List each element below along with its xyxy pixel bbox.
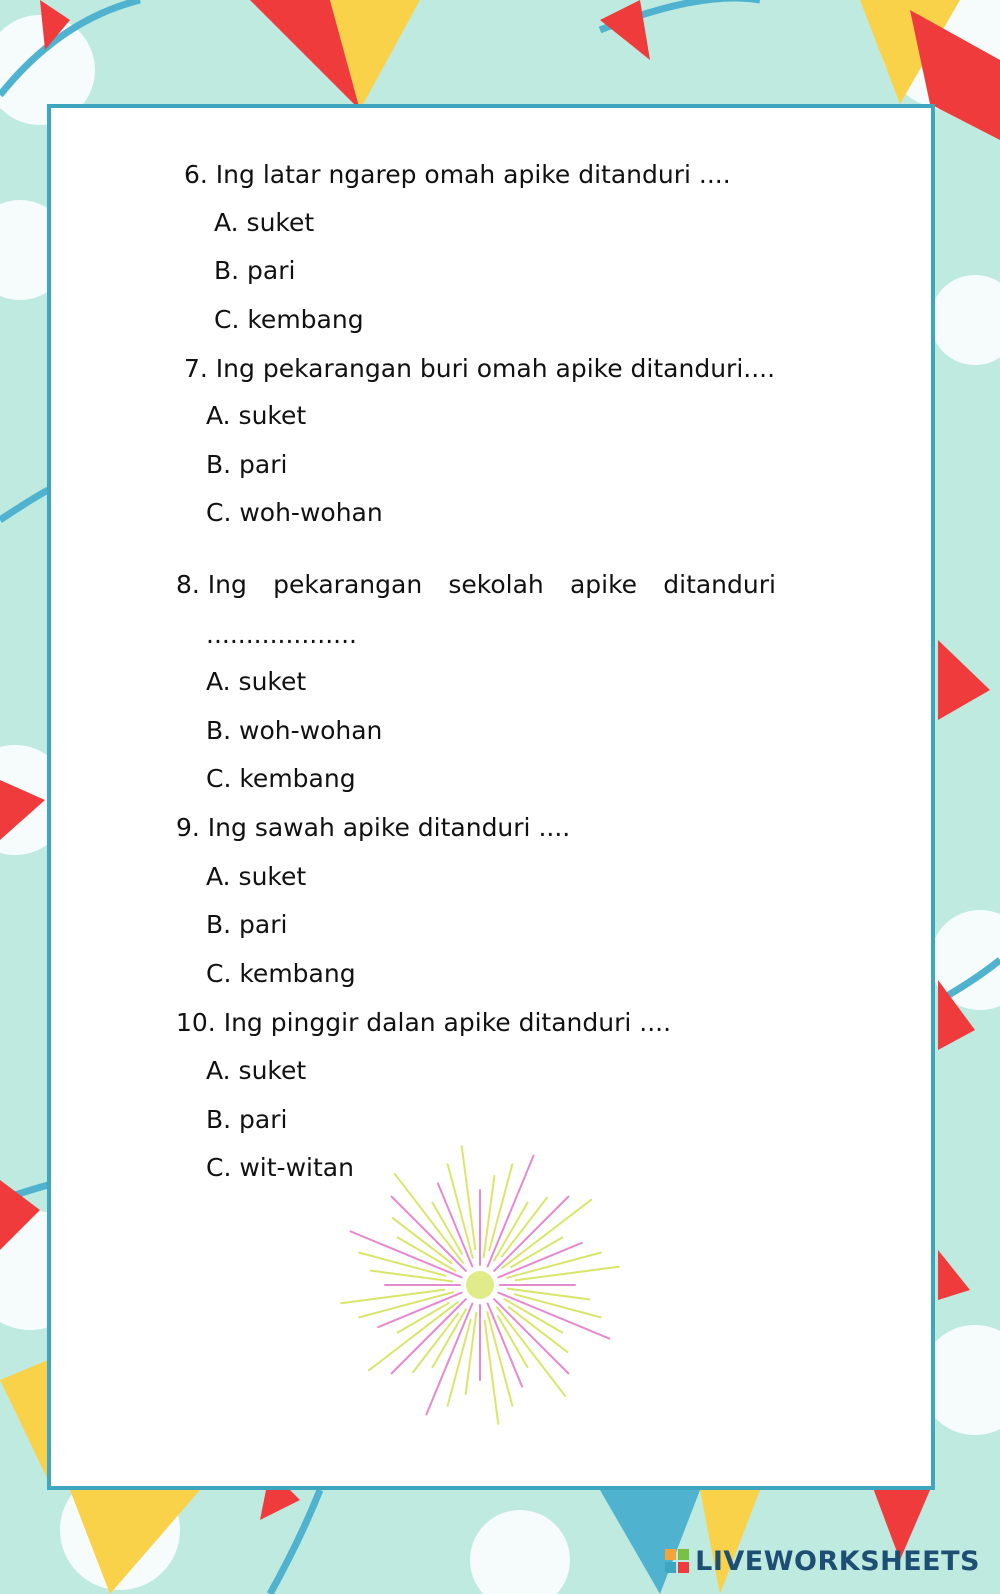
firework-ray bbox=[487, 1312, 512, 1406]
firework-ray bbox=[507, 1253, 601, 1278]
firework-ray bbox=[462, 1146, 476, 1249]
q8-option-b[interactable]: B. woh-wohan bbox=[206, 716, 383, 745]
question-6-text: 6. Ing latar ngarep omah apike ditanduri .... bbox=[184, 160, 731, 189]
firework-ray bbox=[484, 1176, 495, 1257]
liveworksheets-logo bbox=[665, 1546, 980, 1577]
q6-option-b[interactable]: B. pari bbox=[214, 256, 296, 285]
firework-ray bbox=[485, 1321, 499, 1424]
q10-option-b[interactable]: B. pari bbox=[206, 1105, 288, 1134]
question-7-text: 7. Ing pekarangan buri omah apike ditanduri.... bbox=[184, 354, 776, 383]
firework-ray bbox=[489, 1164, 512, 1250]
q7-option-b[interactable]: B. pari bbox=[206, 450, 288, 479]
firework-ray bbox=[341, 1290, 444, 1304]
firework-ray bbox=[448, 1320, 471, 1406]
firework-center bbox=[466, 1271, 494, 1299]
q9-option-c[interactable]: C. kembang bbox=[206, 959, 356, 988]
q8-word: apike bbox=[569, 570, 638, 599]
firework-ray bbox=[494, 1299, 568, 1373]
firework-ray bbox=[508, 1289, 589, 1300]
question-10-text: 10. Ing pinggir dalan apike ditanduri .... bbox=[176, 1008, 672, 1037]
firework-ray bbox=[359, 1253, 445, 1276]
q6-option-a[interactable]: A. suket bbox=[214, 208, 315, 237]
firework-icon bbox=[340, 1135, 620, 1435]
q8-word: ditanduri bbox=[663, 570, 776, 599]
firework-ray bbox=[392, 1299, 466, 1373]
question-9-text: 9. Ing sawah apike ditanduri .... bbox=[176, 813, 571, 842]
firework-ray bbox=[392, 1197, 466, 1271]
lw-logo-icon bbox=[665, 1549, 691, 1575]
question-8-text bbox=[176, 570, 776, 600]
q10-option-c[interactable]: C. wit-witan bbox=[206, 1153, 354, 1182]
brand-text: LIVEWORKSHEETS bbox=[695, 1546, 980, 1577]
firework-ray bbox=[448, 1164, 473, 1258]
q7-option-a[interactable]: A. suket bbox=[206, 401, 307, 430]
q7-option-c[interactable]: C. woh-wohan bbox=[206, 498, 383, 527]
firework-ray bbox=[516, 1267, 619, 1281]
firework-ray bbox=[515, 1294, 601, 1317]
q6-option-c[interactable]: C. kembang bbox=[214, 305, 364, 334]
firework-ray bbox=[466, 1313, 477, 1394]
q8-option-c[interactable]: C. kembang bbox=[206, 764, 356, 793]
q8-word: pekarangan bbox=[273, 570, 423, 599]
q10-option-a[interactable]: A. suket bbox=[206, 1056, 307, 1085]
q8-word: 8. Ing bbox=[176, 570, 247, 599]
q9-option-b[interactable]: B. pari bbox=[206, 910, 288, 939]
firework-ray bbox=[494, 1197, 568, 1271]
q8-blank: ................... bbox=[206, 620, 357, 649]
q8-word: sekolah bbox=[448, 570, 544, 599]
firework-ray bbox=[371, 1271, 452, 1282]
q9-option-a[interactable]: A. suket bbox=[206, 862, 307, 891]
q8-option-a[interactable]: A. suket bbox=[206, 667, 307, 696]
firework-ray bbox=[359, 1292, 453, 1317]
